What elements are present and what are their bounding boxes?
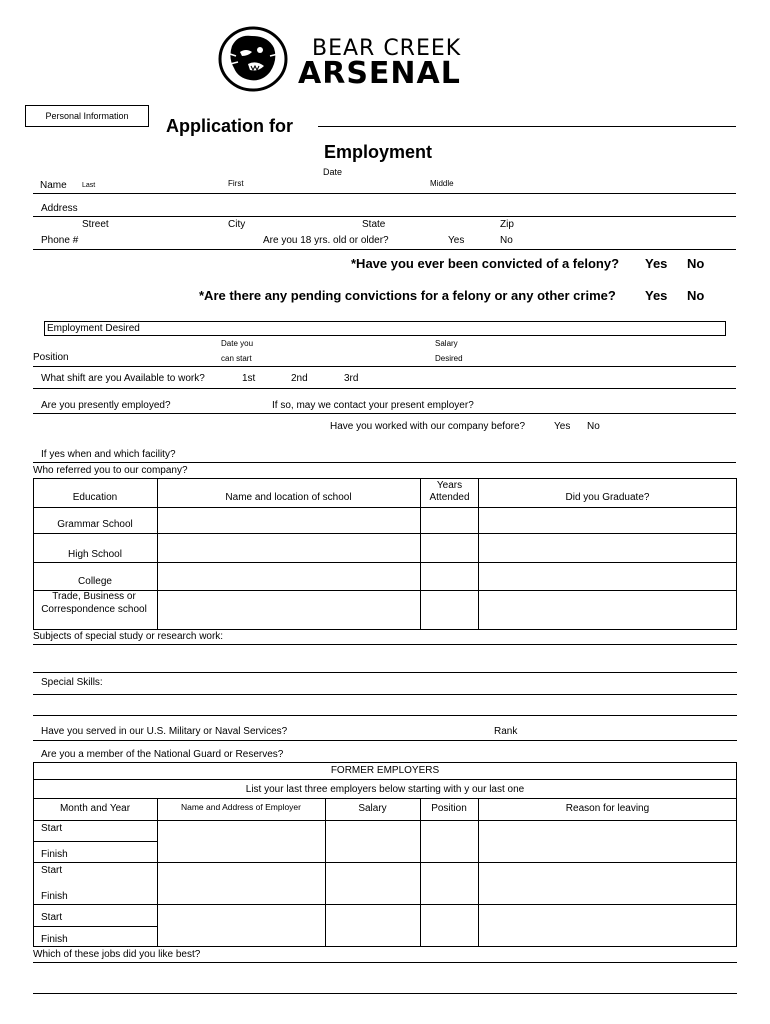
salary-desired-label-2: Desired [435, 354, 463, 363]
zip-label: Zip [500, 219, 514, 230]
last-label: Last [82, 182, 96, 189]
state-label: State [362, 219, 386, 230]
edu-header-years: Years Attended [429, 480, 470, 503]
edu-row-trade: Trade, Business or Correspondence school [41, 591, 147, 615]
fe-row-b [157, 904, 737, 905]
study-line1 [33, 644, 737, 645]
national-guard: Are you a member of the National Guard or Reserves? [41, 749, 284, 760]
shift-1st[interactable]: 1st [242, 373, 256, 384]
fe-finish-2: Finish [41, 891, 68, 902]
edu-row-college: College [78, 576, 112, 587]
felony-question: *Have you ever been convicted of a felony? [351, 256, 620, 271]
fe-sub-d [33, 926, 157, 927]
special-study: Subjects of special study or research work: [33, 631, 224, 642]
best-job-line2 [33, 993, 737, 994]
military-question: Have you served in our U.S. Military or Naval Services? [41, 726, 288, 737]
worked-yes[interactable]: Yes [554, 421, 571, 432]
personal-info-label: Personal Information [45, 111, 129, 121]
address-label: Address [41, 203, 78, 214]
personal-info-tab [25, 105, 149, 127]
fe-finish-1: Finish [41, 849, 68, 860]
edu-header-school: Name and location of school [225, 492, 352, 503]
special-skills: Special Skills: [41, 677, 103, 688]
worked-no[interactable]: No [587, 421, 600, 432]
logo [218, 26, 518, 92]
date-start-label-2: can start [221, 354, 252, 363]
name-line [33, 193, 736, 194]
fe-row-instr [33, 798, 737, 799]
military-line [33, 740, 737, 741]
edu-row1 [33, 507, 737, 508]
middle-label: Middle [430, 179, 454, 188]
bear-icon [218, 26, 288, 92]
former-employers-title: FORMER EMPLOYERS [330, 765, 440, 776]
best-job-line1 [33, 962, 737, 963]
city-label: City [228, 219, 246, 230]
salary-desired-label-1: Salary [435, 339, 458, 348]
shift-question: What shift are you Available to work? [41, 373, 205, 384]
facility-line [33, 462, 736, 463]
position-label: Position [33, 352, 69, 363]
fe-sub-a [33, 841, 157, 842]
fe-sub-c [33, 904, 157, 905]
age-question: Are you 18 yrs. old or older? [263, 235, 389, 246]
fe-row-a [157, 862, 737, 863]
fe-start-3: Start [41, 912, 63, 923]
shift-3rd[interactable]: 3rd [344, 373, 359, 384]
date-label: Date [323, 167, 343, 177]
fe-row-header [33, 820, 737, 821]
which-facility: If yes when and which facility? [41, 449, 176, 460]
edu-header-education: Education [72, 492, 118, 503]
referred-question: Who referred you to our company? [33, 465, 188, 476]
first-label: First [228, 179, 244, 188]
fe-row-title [33, 779, 737, 780]
position-line [33, 366, 736, 367]
fe-header-reason: Reason for leaving [565, 803, 650, 814]
address-line [33, 216, 736, 217]
fe-start-1: Start [41, 823, 63, 834]
former-employers-instruction: List your last three employers below starting with y our last one [245, 784, 525, 795]
edu-row2 [33, 533, 737, 534]
title-line2: Employment [324, 142, 433, 162]
street-label: Street [82, 219, 109, 230]
employment-desired-box [44, 321, 726, 336]
fe-header-position: Position [431, 803, 467, 814]
age-no[interactable]: No [500, 235, 513, 246]
fe-sub-b [33, 862, 157, 863]
edu-row3 [33, 562, 737, 563]
worked-before: Have you worked with our company before? [330, 421, 526, 432]
age-yes[interactable]: Yes [448, 235, 465, 246]
contact-employer: If so, may we contact your present employer? [272, 400, 474, 411]
employment-desired-label: Employment Desired [47, 323, 140, 334]
name-label: Name [40, 180, 67, 191]
rank-label: Rank [494, 726, 518, 737]
best-job-question: Which of these jobs did you like best? [33, 949, 201, 960]
title-line1: Application for [166, 116, 293, 136]
phone-line [33, 249, 736, 250]
fe-header-month: Month and Year [59, 803, 131, 814]
skills-line2 [33, 715, 737, 716]
fe-start-2: Start [41, 865, 63, 876]
date-start-label-1: Date you [221, 339, 254, 348]
edu-row-grammar: Grammar School [57, 519, 133, 530]
skills-line1 [33, 694, 737, 695]
felony-yes[interactable]: Yes [645, 256, 668, 271]
shift-2nd[interactable]: 2nd [291, 373, 308, 384]
logo-line2: ARSENAL [298, 56, 461, 91]
felony-no[interactable]: No [687, 256, 705, 271]
pending-no[interactable]: No [687, 288, 705, 303]
pending-yes[interactable]: Yes [645, 288, 668, 303]
title-underline [318, 126, 736, 127]
edu-row-high: High School [68, 549, 122, 560]
employed-line [33, 413, 736, 414]
fe-finish-3: Finish [41, 934, 68, 945]
phone-label: Phone # [41, 235, 79, 246]
fe-header-salary: Salary [358, 803, 387, 814]
logo-line1: BEAR CREEK [312, 36, 462, 61]
edu-header-graduate: Did you Graduate? [565, 492, 650, 503]
presently-employed: Are you presently employed? [41, 400, 171, 411]
fe-header-employer: Name and Address of Employer [180, 802, 301, 812]
shift-line [33, 388, 736, 389]
pending-question: *Are there any pending convictions for a felony or any other crime? [199, 288, 616, 303]
study-line2 [33, 672, 737, 673]
